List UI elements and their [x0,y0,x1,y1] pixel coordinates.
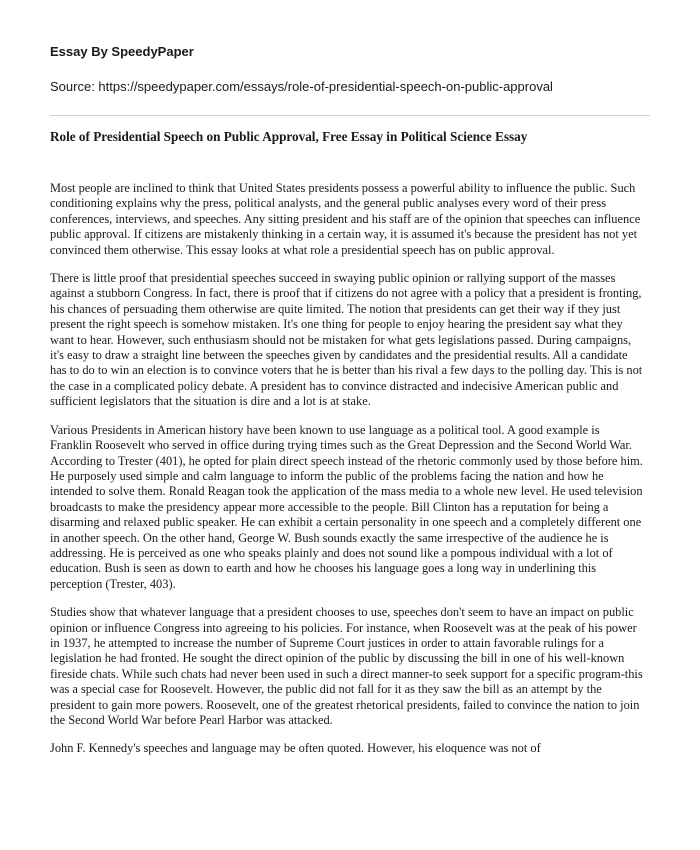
header-divider [50,115,650,116]
paragraph: There is little proof that presidential speeches succeed in swaying public opinion or rallying support of the masses against a stubborn Congress. In fact, there is proof that if citizens do not agree with a policy that a president is fronting, his chances of persuading them otherwise are quite limited. The notion that presidents can get their way if they just present the right speech is somehow mistaken. It's one thing for people to enjoy hearing the president say what they want to hear. However, such enthusiasm should not be mistaken for what gets legislations passed. During campaigns, it's easy to draw a straight line between the speeches given by candidates and the presidential results. All a candidate has to do to win an election is to convince voters that he is better than his rival a few days to the polling day. This is not the case in a complicated policy debate. A president has to convince distracted and indecisive American public and sufficient legislators that the situation is dire and a lot is at stake. [50,271,643,409]
essay-title: Role of Presidential Speech on Public Approval, Free Essay in Political Science Essay [50,129,528,144]
source-line: Source: https://speedypaper.com/essays/role-of-presidential-speech-on-public-approval [50,79,553,94]
paragraph: Various Presidents in American history have been known to use language as a political tool. A good example is Franklin Roosevelt who served in office during trying times such as the Great Depression and the Second World War. According to Trester (401), he opted for plain direct speech instead of the rhetoric commonly used by those before him. He purposely used simple and calm language to inform the public of the problems facing the nation and how he intended to solve them. Ronald Reagan took the application of the mass media to a whole new level. He used television broadcasts to make the presidency appear more accessible to the people. Bill Clinton has a reputation for being a disarming and relaxed public speaker. He can exhibit a certain personality in one speech and a completely different one in another speech. On the other hand, George W. Bush sounds exactly the same irrespective of the audience he is addressing. He is perceived as one who speaks plainly and does not sound like a pompous individual with a lot of education. Bush is seen as down to earth and how he chooses his language goes a long way in underlining this perception (Trester, 403). [50,422,643,591]
essay-body [50,181,644,757]
paragraph: John F. Kennedy's speeches and language may be often quoted. However, his eloquence was not of [50,741,541,756]
paragraph: Studies show that whatever language that a president chooses to use, speeches don't seem to have an impact on public opinion or influence Congress into agreeing to his policies. For instance, when Roosevelt was at the peak of his power in 1937, he attempted to increase the number of Supreme Court justices in order to attain favorable rulings for a legislation he had fronted. He sought the direct opinion of the public by discussing the bill in one of his well-known fireside chats. While such chats had never been used in such a direct manner-to seek support for a specific program-this was a special case for Roosevelt. However, the public did not fall for it as they saw the bill as an attempt by the president to gain more powers. Roosevelt, one of the greatest rhetorical presidents, failed to convince the nation to join the Second World War before Pearl Harbor was attacked. [50,605,643,727]
paragraph: Most people are inclined to think that United States presidents possess a powerful ability to influence the public. Such conditioning explains why the press, political analysts, and the general public analyses every word of their press conferences, interviews, and speeches. Any sitting president and his staff are of the opinion that speeches can influence public approval. If citizens are mistakenly thinking in a certain way, it is assumed it's because the president has not yet convinced them otherwise. This essay looks at what role a presidential speech has on public approval. [50,181,641,257]
site-header-title: Essay By SpeedyPaper [50,44,194,59]
